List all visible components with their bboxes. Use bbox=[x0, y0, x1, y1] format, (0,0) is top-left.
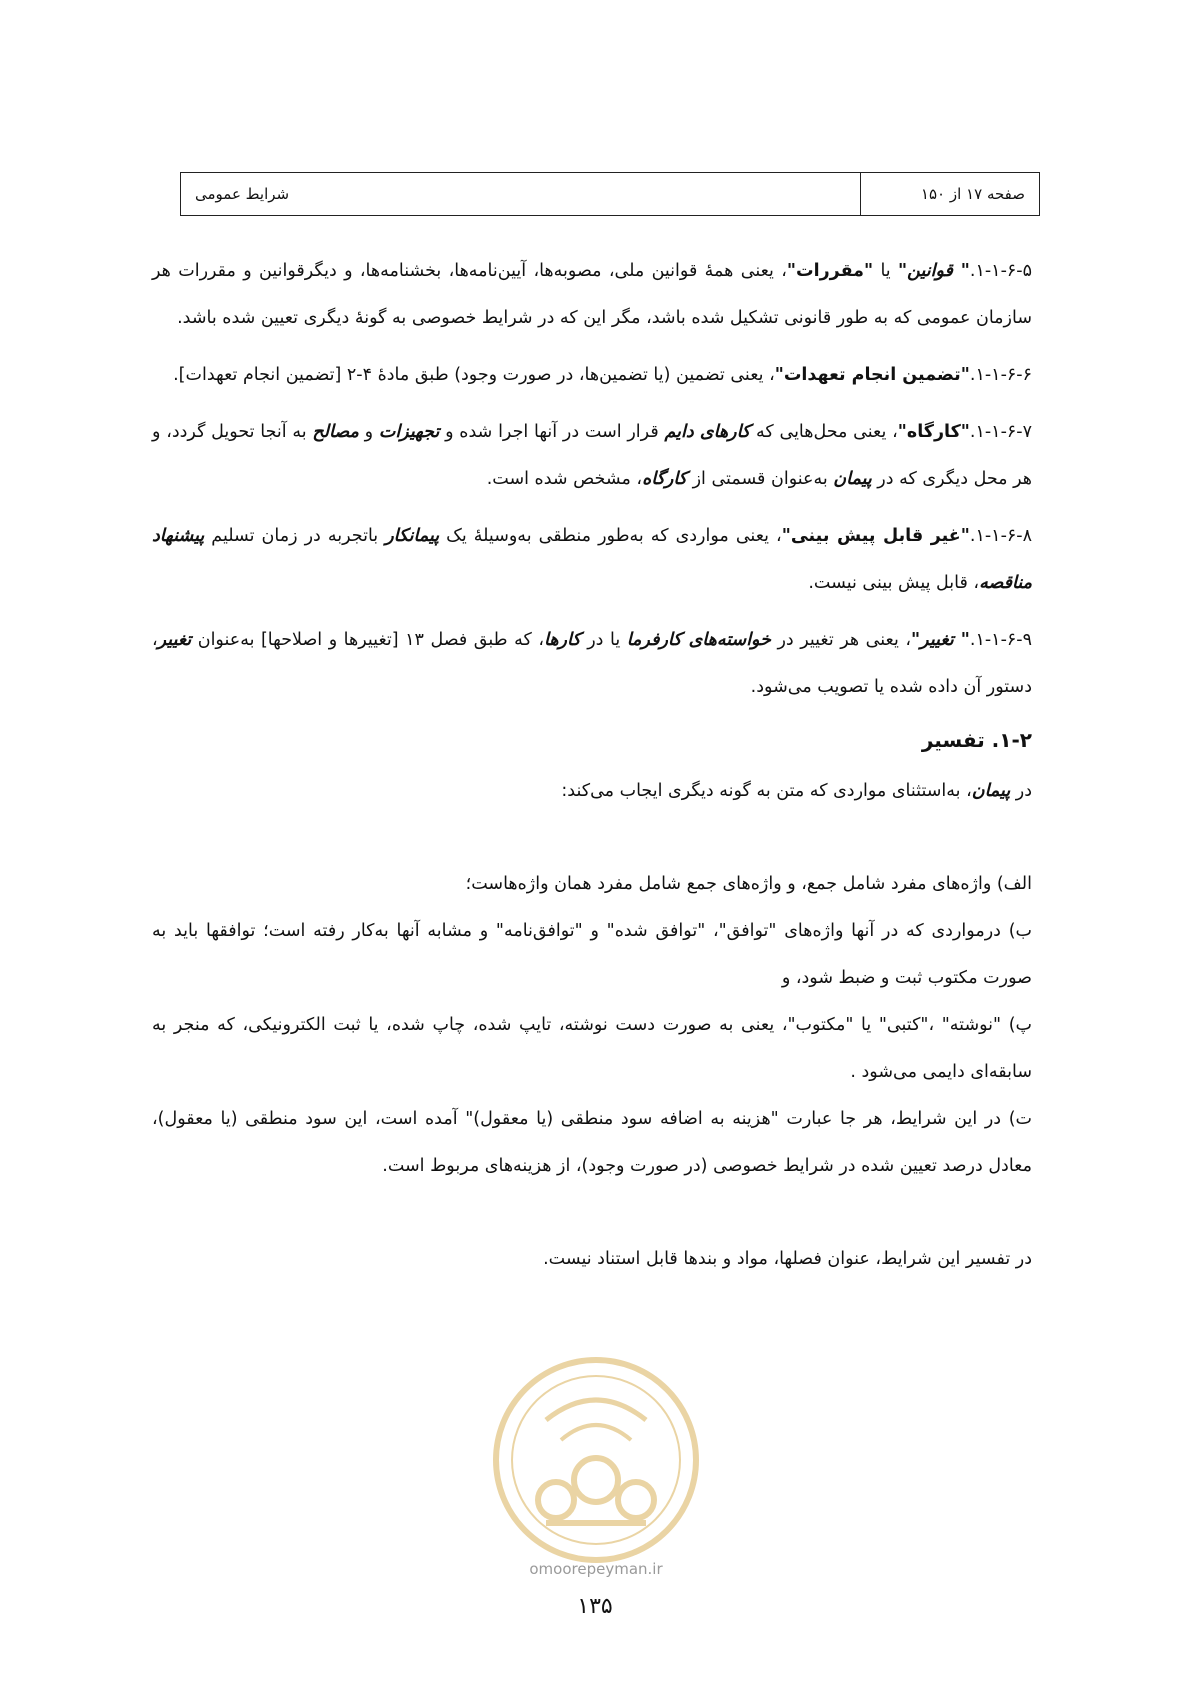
clause-1-1-6-5 bbox=[152, 248, 1032, 342]
clause-text: یا در bbox=[580, 630, 627, 650]
emphasized-term: کارها bbox=[544, 630, 581, 650]
clause-text: به آنجا تحویل گردد، و هر محل دیگری که در bbox=[152, 422, 1032, 489]
clause-text: ، یعنی تضمین (یا تضمین‌ها، در صورت وجود) طبق مادهٔ ۴-۲ [تضمین انجام تعهدات]. bbox=[173, 365, 775, 385]
watermark-seal-icon bbox=[486, 1350, 706, 1570]
section-heading: ۱-۲. تفسیر bbox=[921, 728, 1032, 752]
clause-text: ، که طبق فصل ۱۳ [تغییرها و اصلاحها] به‌عنوان bbox=[191, 630, 544, 650]
clause-text: ، مشخص شده است. bbox=[486, 469, 643, 489]
list-item: ب) درمواردی که در آنها واژه‌های "توافق"، "توافق شده" و "توافق‌نامه" و مشابه آنها به‌کار رفته است؛ توافقها باید به صورت مکتوب ثبت و ضبط شود، و bbox=[152, 921, 1032, 988]
intro-text: در bbox=[1010, 781, 1032, 801]
emphasized-term: تجهیزات bbox=[378, 422, 440, 442]
section-intro bbox=[152, 768, 1032, 815]
clause-text: و bbox=[358, 422, 379, 442]
clause-number: ۱-۱-۶-۹. bbox=[969, 630, 1032, 650]
page-header bbox=[180, 172, 1040, 216]
clause-text: به‌عنوان قسمتی از bbox=[687, 469, 834, 489]
clause-1-1-6-9 bbox=[152, 617, 1032, 711]
emphasized-term: کارهای دایم bbox=[664, 422, 751, 442]
emphasized-term: پیمان bbox=[833, 469, 872, 489]
watermark-site: omoorepeyman.ir bbox=[529, 1560, 663, 1578]
defined-term: "تضمین انجام تعهدات" bbox=[774, 365, 970, 385]
emphasized-term: پیمانکار bbox=[385, 526, 440, 546]
clause-text: یا bbox=[873, 261, 899, 281]
list-item: ت) در این شرایط، هر جا عبارت "هزینه به اضافه سود منطقی (یا معقول)" آمده است، این سود منطقی (یا معقول)، معادل درصد تعیین شده در شرایط خصوصی (در صورت وجود)، از هزینه‌های مربوط است. bbox=[152, 1109, 1032, 1176]
clause-text: ، یعنی هر تغییر در bbox=[770, 630, 912, 650]
body-text bbox=[152, 248, 1032, 1283]
header-title: شرایط عمومی bbox=[181, 173, 861, 215]
clause-text: ، یعنی همهٔ قوانین ملی، مصوبه‌ها، آیین‌نامه‌ها، بخشنامه‌ها، و دیگرقوانین و مقررات هر سازمان عمومی که به طور قانونی تشکیل شده باشد، مگر این که در شرایط خصوصی به گونهٔ دیگری تعیین شده باشد. bbox=[152, 261, 1032, 328]
clause-number: ۱-۱-۶-۶. bbox=[969, 365, 1032, 385]
defined-term: "کارگاه" bbox=[897, 422, 970, 442]
clause-1-1-6-6 bbox=[152, 352, 1032, 399]
clause-number: ۱-۱-۶-۷. bbox=[969, 422, 1033, 442]
defined-term: "مقررات" bbox=[786, 261, 874, 281]
emphasized-term: پیشنهاد مناقصه bbox=[152, 526, 1032, 593]
clause-text: ، یعنی محل‌هایی که bbox=[750, 422, 898, 442]
clause-text: باتجربه در زمان تسلیم bbox=[204, 526, 386, 546]
list-item: الف) واژه‌های مفرد شامل جمع، و واژه‌های جمع شامل مفرد همان واژه‌هاست؛ bbox=[465, 874, 1032, 894]
clause-1-1-6-8 bbox=[152, 513, 1032, 607]
emphasized-term: پیمان bbox=[971, 781, 1011, 801]
clause-text: ، قابل پیش بینی نیست. bbox=[808, 573, 980, 593]
clause-text: ، یعنی مواردی که به‌طور منطقی به‌وسیلهٔ یک bbox=[439, 526, 782, 546]
defined-term: "غیر قابل پیش بینی" bbox=[781, 526, 970, 546]
list-item: پ) "نوشته" ،"کتبی" یا "مکتوب"، یعنی به صورت دست نوشته، تایپ شده، چاپ شده، یا ثبت الکترونیکی، که منجر به سابقه‌ای دایمی می‌شود . bbox=[152, 1015, 1032, 1082]
clause-text: ، دستور آن داده شده یا تصویب می‌شود. bbox=[152, 630, 1032, 697]
clause-number: ۱-۱-۶-۵. bbox=[969, 261, 1032, 281]
clause-1-1-6-7 bbox=[152, 409, 1032, 503]
intro-text: ، به‌استثنای مواردی که متن به گونه دیگری ایجاب می‌کند: bbox=[561, 781, 972, 801]
emphasized-term: خواسته‌های کارفرما bbox=[626, 630, 771, 650]
emphasized-term: تغییر bbox=[157, 630, 192, 650]
emphasized-term: کارگاه bbox=[642, 469, 688, 489]
header-page-count: صفحه ۱۷ از ۱۵۰ bbox=[920, 185, 1025, 203]
clause-number: ۱-۱-۶-۸. bbox=[969, 526, 1032, 546]
clause-text: قرار است در آنها اجرا شده و bbox=[439, 422, 665, 442]
defined-term: " تغییر" bbox=[911, 630, 970, 650]
emphasized-term: مصالح bbox=[312, 422, 359, 442]
page-number: ۱۳۵ bbox=[577, 1594, 613, 1619]
defined-term: " قوانین" bbox=[898, 261, 970, 281]
closing-sentence: در تفسیر این شرایط، عنوان فصلها، مواد و بندها قابل استناد نیست. bbox=[543, 1249, 1032, 1269]
